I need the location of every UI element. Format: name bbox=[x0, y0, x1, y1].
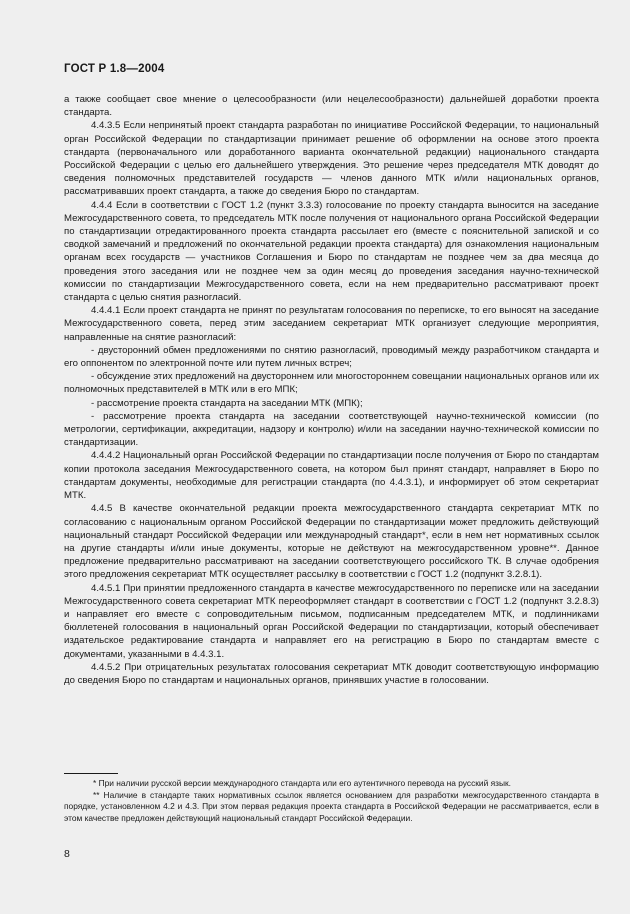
footnote-2: ** Наличие в стандарте таких нормативных ссылок является основанием для разработки межгосударственного стандарта в порядке, установленном 4.2 и 4.3. При этом первая редакция проекта стандарта в Российской Федерации не рассматривается, если в этом качестве предложен действующий национальный стандарт Российской Федерации. bbox=[64, 789, 599, 823]
paragraph-4-4-4: 4.4.4 Если в соответствии с ГОСТ 1.2 (пункт 3.3.3) голосование по проекту стандарта выносится на заседание Межгосударственного совета, то председатель МТК после получения от национального органа Российской Федерации по стандартизации отредактированного проекта стандарта рассылает его (вместе с пояснительной запиской и со сводкой замечаний и предложений по окончательной редакции проекта стандарта) для ознакомления национальным органам всех государств — участников Соглашения и Бюро по стандартам не позднее чем за два месяца до проведения этого заседания или не позднее чем за один месяц до проведения заседания научно-технической комиссии по стандартизации Межгосударственного совета, если на нем предварительно рассматривают проект стандарта с целью снятия разногласий. bbox=[64, 199, 599, 304]
paragraph-4-4-5-1: 4.4.5.1 При принятии предложенного стандарта в качестве межгосударственного по переписке или на заседании Межгосударственного совета секретариат МТК переоформляет стандарт в соответствии с ГОСТ 1.2 (подпункт 3.2.8.3) и направляет его вместе с сопроводительным письмом, подписанным председателем МТК, и подлинниками бюллетеней голосования в национальный орган Российской Федерации по стандартизации, который обеспечивает издательское редактирование стандарта и направляет его на регистрацию в Бюро по стандартам вместе с документами, указанными в 4.4.3.1. bbox=[64, 582, 599, 660]
paragraph-continuation: а также сообщает свое мнение о целесообразности (или нецелесообразности) дальнейшей доработки проекта стандарта. bbox=[64, 94, 599, 119]
list-item: - двусторонний обмен предложениями по снятию разногласий, проводимый между разработчиком стандарта и его оппонентом по электронной почте или путем личных встреч; bbox=[64, 344, 599, 370]
list-item: - рассмотрение проекта стандарта на заседании соответствующей научно-технической комиссии (по метрологии, сертификации, аккредитации, надзору и контролю) и/или на заседании научно-технической комиссии по стандартизации. bbox=[64, 410, 599, 449]
page-number: 8 bbox=[64, 848, 70, 860]
footnote-1: * При наличии русской версии международного стандарта или его аутентичного перевода на русский язык. bbox=[93, 778, 512, 788]
footnote-divider bbox=[64, 773, 118, 774]
document-header: ГОСТ Р 1.8—2004 bbox=[64, 63, 165, 75]
document-body bbox=[64, 93, 599, 687]
list-item: - обсуждение этих предложений на двустороннем или многостороннем совещании национальных органов или их полномочных представителей в МТК или в его МПК; bbox=[64, 371, 599, 396]
paragraph-4-4-5: 4.4.5 В качестве окончательной редакции проекта межгосударственного стандарта секретариат МТК по согласованию с национальным органом Российской Федерации по стандартизации может предложить действующий национальный стандарт Российской Федерации или международный стандарт*, если в нем нет нормативных ссылок на другие стандарты и/или иные документы, которые не действуют на межгосударственном уровне**. Данное предложение предварительно рассматривают на заседании соответствующего российского ТК. В случае одобрения этого предложения секретариат МТК осуществляет рассылку в соответствии с ГОСТ 1.2 (подпункт 3.2.8.1). bbox=[64, 503, 599, 581]
list-item: - рассмотрение проекта стандарта на заседании МТК (МПК); bbox=[91, 397, 363, 409]
paragraph-4-4-4-2: 4.4.4.2 Национальный орган Российской Федерации по стандартизации после получения от Бюро по стандартам копии протокола заседания Межгосударственного совета, на котором был принят стандарт, направляет в Бюро по стандартам документы, необходимые для регистрации стандарта (по 4.4.3.1), и информирует об этом секретариат МТК. bbox=[64, 450, 599, 502]
paragraph-4-4-4-1: 4.4.4.1 Если проект стандарта не принят по результатам голосования по переписке, то его выносят на заседание Межгосударственного совета, перед этим заседанием секретариат МТК организует следующие мероприятия, направленные на снятие разногласий: bbox=[64, 305, 599, 343]
paragraph-4-4-3-5: 4.4.3.5 Если непринятый проект стандарта разработан по инициативе Российской Федерации, то национальный орган Российской Федерации по стандартизации принимает решение об оформлении на основе этого проекта стандарта (первоначального или доработанного варианта окончательной редакции) национального стандарта Российской Федерации с целью его дальнейшего утверждения. Это решение через председателя МТК доводят до сведения полномочных представителей государств — членов данного МТК и/или национальных органов, рассматривавших проект стандарта, а также до сведения Бюро по стандартам. bbox=[64, 120, 599, 198]
paragraph-4-4-5-2: 4.4.5.2 При отрицательных результатах голосования секретариат МТК доводит соответствующую информацию до сведения Бюро по стандартам и национальных органов, принявших участие в голосовании. bbox=[64, 661, 599, 686]
footnotes bbox=[64, 778, 599, 824]
